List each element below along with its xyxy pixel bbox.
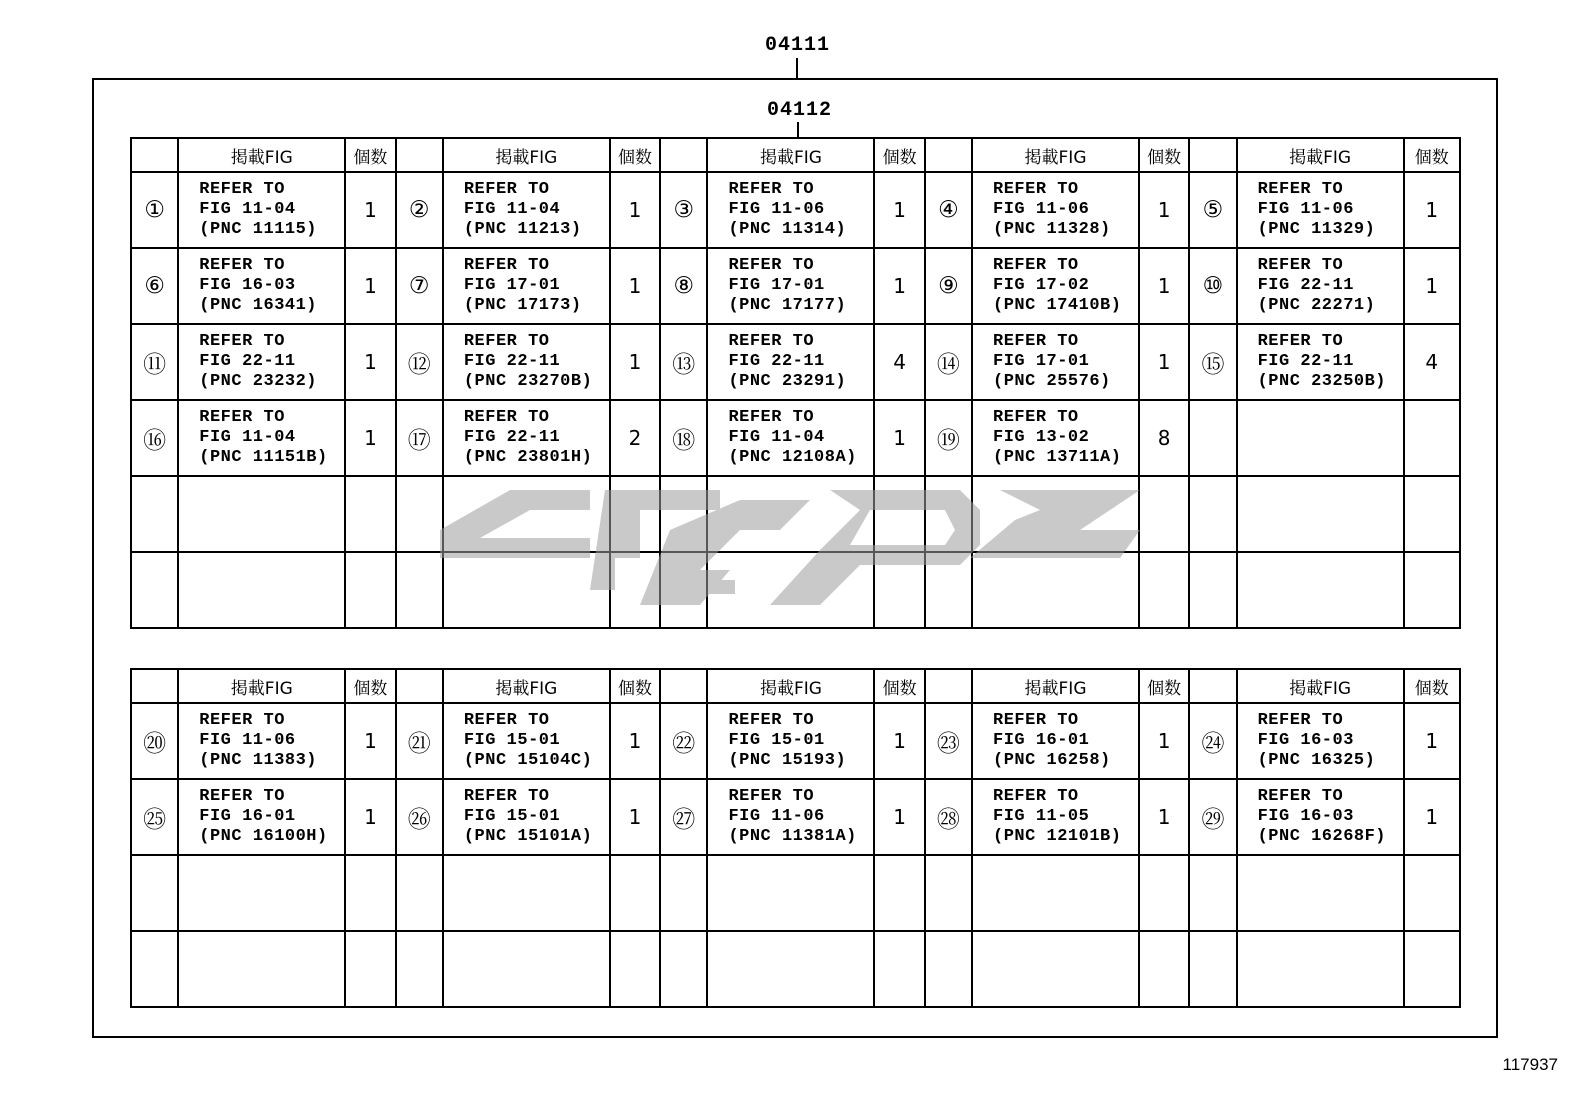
reference-cell — [707, 400, 874, 476]
reference-fig: FIG 16-01 — [993, 731, 1090, 750]
header-num-cell — [925, 669, 972, 703]
reference-pnc: (PNC 15193) — [728, 751, 847, 770]
table-2-body — [131, 703, 1460, 1007]
reference-fig: FIG 11-06 — [728, 200, 825, 219]
item-number — [1189, 400, 1236, 476]
quantity-cell: 4 — [1404, 324, 1460, 400]
quantity-cell: 1 — [345, 248, 395, 324]
reference-fig: FIG 17-02 — [993, 276, 1090, 295]
reference-cell — [707, 931, 874, 1007]
quantity-cell — [1139, 476, 1189, 552]
quantity-cell: 1 — [610, 324, 660, 400]
reference-pnc: (PNC 17173) — [463, 296, 582, 315]
reference-refer: REFER TO — [1257, 711, 1344, 730]
reference-pnc: (PNC 11151B) — [199, 448, 328, 467]
reference-cell — [178, 855, 345, 931]
reference-refer: REFER TO — [199, 408, 285, 427]
quantity-cell: 1 — [1404, 172, 1460, 248]
reference-pnc: (PNC 11329) — [1257, 220, 1376, 239]
reference-refer: REFER TO — [463, 711, 550, 730]
item-number: ㉓ — [925, 703, 972, 779]
header-fig-cell: 掲載FIG — [972, 669, 1139, 703]
reference-cell — [178, 248, 345, 324]
reference-fig: FIG 17-01 — [463, 276, 561, 295]
table-row — [131, 703, 1460, 779]
reference-fig: FIG 11-04 — [728, 428, 825, 447]
reference-cell — [1237, 552, 1404, 628]
reference-refer: REFER TO — [463, 256, 550, 275]
reference-cell — [443, 248, 610, 324]
item-number: ⑰ — [396, 400, 443, 476]
reference-fig: FIG 11-06 — [993, 200, 1090, 219]
reference-cell — [972, 324, 1139, 400]
reference-cell — [443, 855, 610, 931]
header-num-cell — [131, 138, 178, 172]
quantity-cell: 1 — [1404, 779, 1460, 855]
item-number: ② — [396, 172, 443, 248]
item-number: ㉑ — [396, 703, 443, 779]
quantity-cell: 1 — [1139, 703, 1189, 779]
reference-fig: FIG 17-01 — [728, 276, 825, 295]
reference-cell — [707, 324, 874, 400]
quantity-cell — [1404, 931, 1460, 1007]
header-fig-cell: 掲載FIG — [178, 138, 345, 172]
reference-pnc: (PNC 15104C) — [463, 751, 593, 770]
reference-fig: FIG 11-06 — [199, 731, 296, 750]
reference-fig: FIG 15-01 — [463, 731, 561, 750]
item-number: ⑭ — [925, 324, 972, 400]
item-number: ⑬ — [660, 324, 707, 400]
reference-refer: REFER TO — [993, 711, 1079, 730]
reference-pnc: (PNC 17177) — [728, 296, 847, 315]
reference-fig: FIG 22-11 — [1257, 352, 1354, 371]
reference-pnc: (PNC 11314) — [728, 220, 847, 239]
item-number: ㉘ — [925, 779, 972, 855]
item-number: ③ — [660, 172, 707, 248]
header-qty-cell: 個数 — [1139, 138, 1189, 172]
reference-cell — [178, 172, 345, 248]
item-number: ⑲ — [925, 400, 972, 476]
reference-cell — [972, 779, 1139, 855]
item-number: ⑨ — [925, 248, 972, 324]
quantity-cell — [1404, 855, 1460, 931]
reference-fig: FIG 11-04 — [199, 200, 296, 219]
reference-fig: FIG 11-04 — [199, 428, 296, 447]
quantity-cell — [1404, 552, 1460, 628]
reference-pnc: (PNC 23270B) — [463, 372, 593, 391]
header-num-cell — [131, 669, 178, 703]
reference-cell — [972, 855, 1139, 931]
reference-refer: REFER TO — [993, 332, 1079, 351]
quantity-cell: 1 — [874, 400, 924, 476]
reference-cell — [707, 172, 874, 248]
quantity-cell — [610, 931, 660, 1007]
item-number — [925, 931, 972, 1007]
reference-refer: REFER TO — [728, 787, 815, 806]
reference-pnc: (PNC 11381A) — [728, 827, 857, 846]
reference-fig: FIG 16-03 — [199, 276, 296, 295]
header-num-cell — [925, 138, 972, 172]
table-row — [131, 931, 1460, 1007]
reference-cell — [707, 855, 874, 931]
quantity-cell: 1 — [1404, 703, 1460, 779]
reference-cell — [178, 400, 345, 476]
header-qty-cell: 個数 — [345, 669, 395, 703]
reference-cell — [178, 779, 345, 855]
header-qty-cell: 個数 — [1404, 669, 1460, 703]
item-number — [660, 931, 707, 1007]
header-num-cell — [660, 669, 707, 703]
quantity-cell: 1 — [345, 400, 395, 476]
reference-fig: FIG 11-04 — [463, 200, 561, 219]
item-number: ④ — [925, 172, 972, 248]
item-number: ⑳ — [131, 703, 178, 779]
reference-cell — [1237, 248, 1404, 324]
header-num-cell — [660, 138, 707, 172]
quantity-cell — [1139, 552, 1189, 628]
header-fig-cell: 掲載FIG — [443, 138, 610, 172]
quantity-cell: 2 — [610, 400, 660, 476]
quantity-cell: 1 — [1404, 248, 1460, 324]
reference-fig: FIG 11-06 — [728, 807, 825, 826]
table-row — [131, 324, 1460, 400]
quantity-cell — [874, 855, 924, 931]
reference-refer: REFER TO — [463, 332, 550, 351]
reference-refer: REFER TO — [993, 180, 1079, 199]
item-number: ⑦ — [396, 248, 443, 324]
reference-cell — [178, 931, 345, 1007]
item-number — [131, 552, 178, 628]
reference-cell — [707, 779, 874, 855]
reference-cell — [443, 779, 610, 855]
reference-refer: REFER TO — [199, 180, 285, 199]
table-row — [131, 779, 1460, 855]
header-num-cell — [396, 669, 443, 703]
item-number: ⑪ — [131, 324, 178, 400]
reference-fig: FIG 13-02 — [993, 428, 1090, 447]
reference-cell — [972, 703, 1139, 779]
item-number: ㉕ — [131, 779, 178, 855]
reference-pnc: (PNC 16325) — [1257, 751, 1376, 770]
quantity-cell — [345, 476, 395, 552]
reference-cell — [1237, 476, 1404, 552]
reference-cell — [443, 400, 610, 476]
reference-cell — [1237, 931, 1404, 1007]
reference-refer: REFER TO — [463, 787, 550, 806]
reference-cell — [178, 552, 345, 628]
reference-cell — [178, 476, 345, 552]
reference-pnc: (PNC 12101B) — [993, 827, 1122, 846]
reference-fig: FIG 22-11 — [463, 428, 561, 447]
reference-pnc: (PNC 23801H) — [463, 448, 593, 467]
reference-pnc: (PNC 16268F) — [1257, 827, 1387, 846]
item-number — [396, 552, 443, 628]
item-number — [925, 855, 972, 931]
top-code-label: 04111 — [765, 34, 831, 57]
quantity-cell: 1 — [345, 324, 395, 400]
reference-refer: REFER TO — [728, 408, 815, 427]
reference-pnc: (PNC 23232) — [199, 372, 317, 391]
item-number — [1189, 552, 1236, 628]
reference-cell — [1237, 324, 1404, 400]
reference-fig: FIG 22-11 — [728, 352, 825, 371]
quantity-cell: 1 — [610, 703, 660, 779]
reference-pnc: (PNC 15101A) — [463, 827, 593, 846]
header-fig-cell: 掲載FIG — [1237, 138, 1404, 172]
reference-pnc: (PNC 16341) — [199, 296, 317, 315]
quantity-cell — [345, 931, 395, 1007]
reference-cell — [1237, 855, 1404, 931]
header-num-cell — [1189, 669, 1236, 703]
reference-cell — [1237, 400, 1404, 476]
reference-cell — [707, 703, 874, 779]
reference-fig: FIG 11-05 — [993, 807, 1090, 826]
reference-cell — [178, 324, 345, 400]
table-row — [131, 248, 1460, 324]
reference-cell — [1237, 703, 1404, 779]
quantity-cell — [345, 855, 395, 931]
quantity-cell: 1 — [345, 779, 395, 855]
reference-cell — [972, 248, 1139, 324]
item-number: ⑧ — [660, 248, 707, 324]
reference-cell — [972, 172, 1139, 248]
item-number — [1189, 476, 1236, 552]
table-row — [131, 855, 1460, 931]
reference-cell — [443, 172, 610, 248]
item-number: ⑥ — [131, 248, 178, 324]
reference-pnc: (PNC 16258) — [993, 751, 1111, 770]
item-number — [396, 931, 443, 1007]
quantity-cell — [610, 855, 660, 931]
reference-pnc: (PNC 17410B) — [993, 296, 1122, 315]
item-number: ㉗ — [660, 779, 707, 855]
quantity-cell: 1 — [1139, 248, 1189, 324]
reference-refer: REFER TO — [728, 711, 815, 730]
quantity-cell — [874, 931, 924, 1007]
item-number: ⑮ — [1189, 324, 1236, 400]
item-number — [1189, 931, 1236, 1007]
top-connector — [796, 58, 798, 78]
reference-refer: REFER TO — [1257, 256, 1344, 275]
reference-fig: FIG 16-01 — [199, 807, 296, 826]
quantity-cell: 1 — [1139, 172, 1189, 248]
quantity-cell — [1139, 931, 1189, 1007]
reference-refer: REFER TO — [1257, 180, 1344, 199]
drawing-number: 117937 — [1502, 1055, 1558, 1074]
reference-refer: REFER TO — [1257, 332, 1344, 351]
quantity-cell: 1 — [874, 172, 924, 248]
reference-pnc: (PNC 11328) — [993, 220, 1111, 239]
reference-fig: FIG 22-11 — [1257, 276, 1354, 295]
header-fig-cell: 掲載FIG — [1237, 669, 1404, 703]
quantity-cell: 8 — [1139, 400, 1189, 476]
quantity-cell: 1 — [1139, 324, 1189, 400]
quantity-cell — [1404, 476, 1460, 552]
reference-cell — [1237, 779, 1404, 855]
reference-pnc: (PNC 23250B) — [1257, 372, 1387, 391]
reference-fig: FIG 15-01 — [463, 807, 561, 826]
reference-fig: FIG 22-11 — [463, 352, 561, 371]
inner-code-label: 04112 — [767, 99, 833, 122]
reference-pnc: (PNC 16100H) — [199, 827, 328, 846]
quantity-cell: 1 — [1139, 779, 1189, 855]
reference-refer: REFER TO — [199, 256, 285, 275]
header-fig-cell: 掲載FIG — [178, 669, 345, 703]
item-number — [396, 476, 443, 552]
reference-cell — [178, 703, 345, 779]
quantity-cell: 4 — [874, 324, 924, 400]
reference-cell — [1237, 172, 1404, 248]
header-fig-cell: 掲載FIG — [707, 138, 874, 172]
item-number: ㉒ — [660, 703, 707, 779]
header-qty-cell: 個数 — [1139, 669, 1189, 703]
reference-refer: REFER TO — [728, 332, 815, 351]
table-row — [131, 400, 1460, 476]
header-num-cell — [1189, 138, 1236, 172]
header-qty-cell: 個数 — [1404, 138, 1460, 172]
header-fig-cell: 掲載FIG — [707, 669, 874, 703]
quantity-cell: 1 — [874, 703, 924, 779]
reference-refer: REFER TO — [993, 256, 1079, 275]
item-number: ⑱ — [660, 400, 707, 476]
reference-cell — [443, 931, 610, 1007]
reference-refer: REFER TO — [728, 180, 815, 199]
reference-cell — [707, 248, 874, 324]
parts-table-2 — [130, 668, 1461, 1008]
reference-pnc: (PNC 22271) — [1257, 296, 1376, 315]
reference-pnc: (PNC 25576) — [993, 372, 1111, 391]
header-num-cell — [396, 138, 443, 172]
item-number: ① — [131, 172, 178, 248]
reference-cell — [972, 931, 1139, 1007]
reference-pnc: (PNC 13711A) — [993, 448, 1122, 467]
reference-refer: REFER TO — [199, 332, 285, 351]
reference-refer: REFER TO — [463, 408, 550, 427]
reference-refer: REFER TO — [1257, 787, 1344, 806]
reference-fig: FIG 15-01 — [728, 731, 825, 750]
quantity-cell — [345, 552, 395, 628]
reference-refer: REFER TO — [199, 787, 285, 806]
inner-connector — [797, 122, 799, 138]
reference-refer: REFER TO — [993, 787, 1079, 806]
reference-refer: REFER TO — [728, 256, 815, 275]
reference-cell — [443, 324, 610, 400]
reference-refer: REFER TO — [993, 408, 1079, 427]
item-number: ⑤ — [1189, 172, 1236, 248]
reference-refer: REFER TO — [199, 711, 285, 730]
header-qty-cell: 個数 — [610, 138, 660, 172]
quantity-cell: 1 — [345, 703, 395, 779]
reference-fig: FIG 16-03 — [1257, 807, 1354, 826]
reference-pnc: (PNC 12108A) — [728, 448, 857, 467]
item-number — [131, 855, 178, 931]
reference-fig: FIG 16-03 — [1257, 731, 1354, 750]
reference-fig: FIG 17-01 — [993, 352, 1090, 371]
item-number: ⑩ — [1189, 248, 1236, 324]
quantity-cell: 1 — [610, 779, 660, 855]
header-qty-cell: 個数 — [345, 138, 395, 172]
item-number: ⑫ — [396, 324, 443, 400]
reference-fig: FIG 22-11 — [199, 352, 296, 371]
header-qty-cell: 個数 — [610, 669, 660, 703]
header-qty-cell: 個数 — [874, 669, 924, 703]
header-qty-cell: 個数 — [874, 138, 924, 172]
reference-pnc: (PNC 11383) — [199, 751, 317, 770]
header-fig-cell: 掲載FIG — [972, 138, 1139, 172]
table-1-header-row — [131, 138, 1460, 172]
quantity-cell: 1 — [610, 248, 660, 324]
item-number — [660, 855, 707, 931]
reference-cell — [443, 703, 610, 779]
item-number: ㉔ — [1189, 703, 1236, 779]
item-number: ⑯ — [131, 400, 178, 476]
quantity-cell: 1 — [874, 779, 924, 855]
reference-pnc: (PNC 11115) — [199, 220, 317, 239]
item-number — [131, 476, 178, 552]
reference-fig: FIG 11-06 — [1257, 200, 1354, 219]
item-number — [1189, 855, 1236, 931]
item-number: ㉖ — [396, 779, 443, 855]
quantity-cell: 1 — [345, 172, 395, 248]
header-fig-cell: 掲載FIG — [443, 669, 610, 703]
item-number — [396, 855, 443, 931]
reference-pnc: (PNC 11213) — [463, 220, 582, 239]
table-2-header-row — [131, 669, 1460, 703]
logo-watermark-icon — [440, 470, 1140, 620]
reference-pnc: (PNC 23291) — [728, 372, 847, 391]
quantity-cell: 1 — [874, 248, 924, 324]
item-number: ㉙ — [1189, 779, 1236, 855]
quantity-cell — [1139, 855, 1189, 931]
reference-cell — [972, 400, 1139, 476]
reference-refer: REFER TO — [463, 180, 550, 199]
quantity-cell — [1404, 400, 1460, 476]
item-number — [131, 931, 178, 1007]
quantity-cell: 1 — [610, 172, 660, 248]
table-row — [131, 172, 1460, 248]
